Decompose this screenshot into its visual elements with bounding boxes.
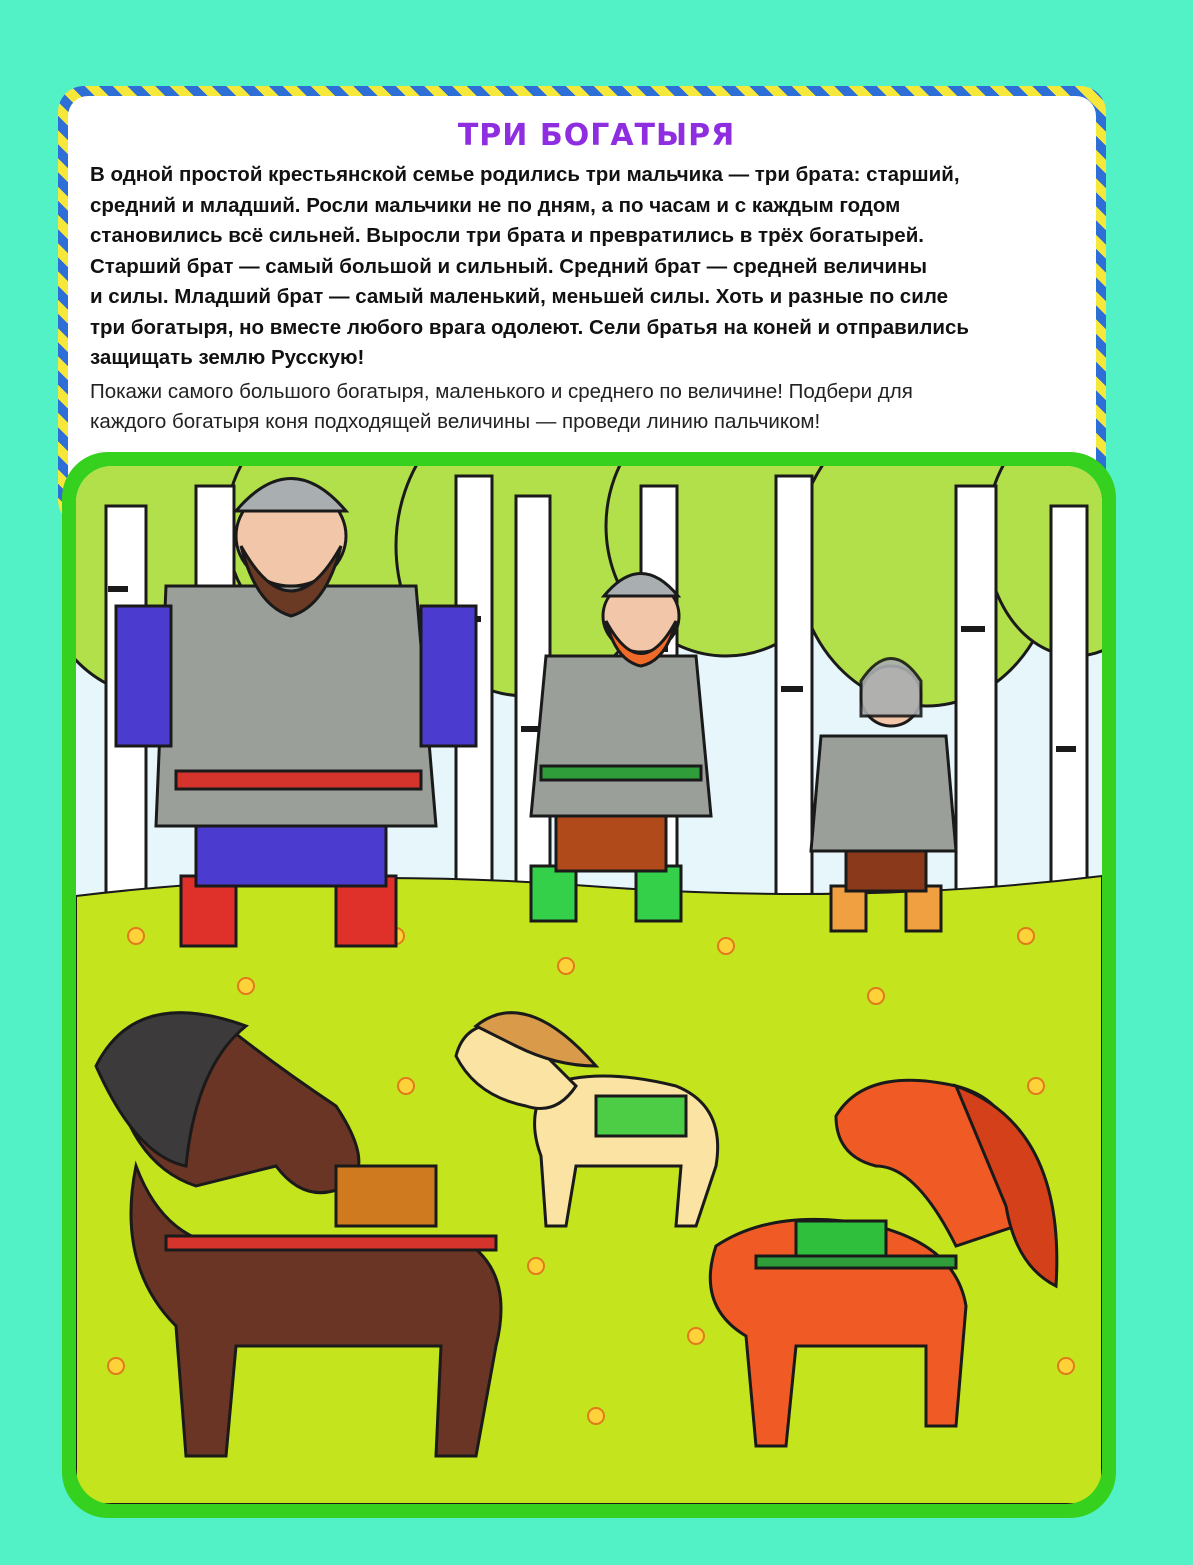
- story-text: В одной простой крестьянской семье родились три мальчика — три брата: старший, средний и младший. Росли мальчики не по дням, а по часам и с каждым годом становились всё сильней. Выросли три брата и превратились в трёх богатырей. Старший брат — самый большой и сильный. Средний брат — средней величины и силы. Младший брат — самый маленький, меньшей силы. Хоть и разные по силе три богатыря, но вместе любого врага одолеют. Сели братья на коней и отправились защищать землю Русскую!: [90, 163, 970, 369]
- page-title: ТРИ БОГАТЫРЯ: [457, 118, 736, 153]
- illustration: [76, 466, 1102, 1504]
- task-text: Покажи самого большого богатыря, маленького и среднего по величине! Подбери для каждого богатыря коня подходящей величины — проведи линию пальчиком!: [90, 380, 913, 433]
